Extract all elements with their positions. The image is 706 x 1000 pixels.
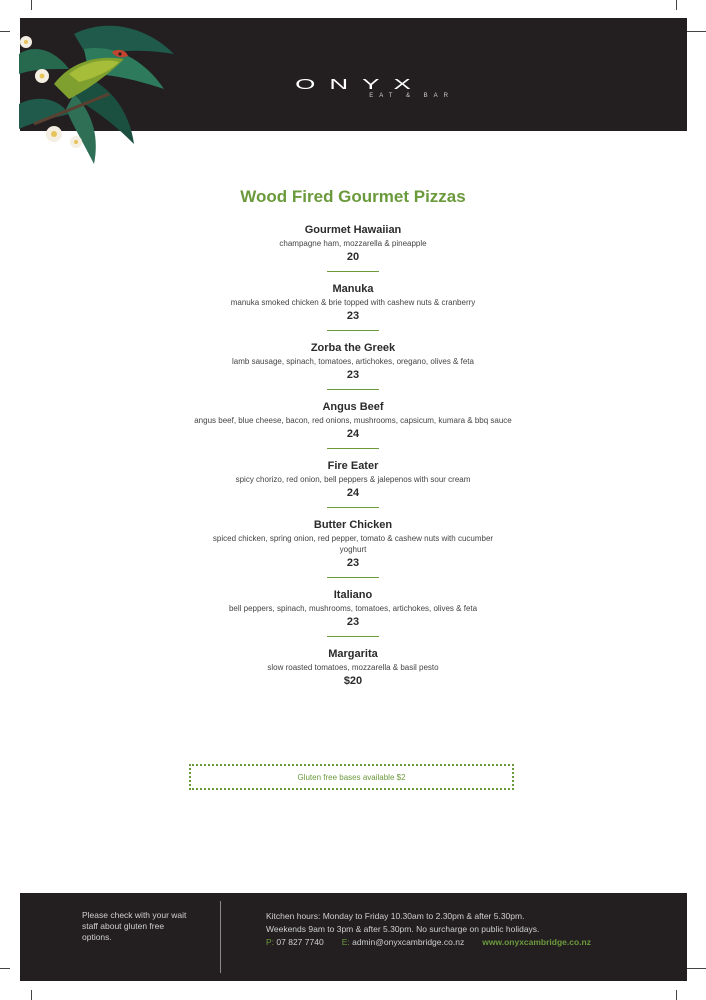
email-label: E:	[341, 937, 350, 947]
brand-tagline: EAT & BAR	[369, 93, 454, 99]
item-name: Manuka	[332, 283, 374, 295]
divider	[327, 507, 379, 508]
crop-mark	[31, 990, 32, 1000]
footer-note: Please check with your wait staff about gluten free options.	[82, 910, 187, 942]
item-description: manuka smoked chicken & brie topped with cashew nuts & cranberry	[230, 298, 476, 307]
crop-mark	[0, 968, 10, 969]
item-price: $20	[343, 675, 363, 687]
tropical-parrot-icon	[14, 14, 179, 170]
divider	[327, 389, 379, 390]
item-price: 23	[346, 557, 360, 569]
item-name: Angus Beef	[322, 401, 384, 413]
contact-row	[266, 936, 676, 949]
item-name: Margarita	[328, 648, 378, 660]
item-price: 23	[346, 616, 360, 628]
divider	[327, 330, 379, 331]
menu-item	[153, 459, 553, 501]
divider	[327, 448, 379, 449]
brand-name: ONYX	[295, 75, 425, 93]
crop-mark	[0, 31, 10, 32]
menu-item	[153, 647, 553, 689]
item-description: slow roasted tomatoes, mozzarella & basil pesto	[267, 663, 439, 672]
item-price: 23	[346, 310, 360, 322]
email-contact[interactable]	[342, 936, 465, 949]
footer-divider	[220, 901, 221, 973]
divider	[327, 636, 379, 637]
menu-item	[153, 400, 553, 442]
weekend-hours: Weekends 9am to 3pm & after 5.30pm. No surcharge on public holidays.	[266, 924, 540, 934]
item-description: angus beef, blue cheese, bacon, red onions, mushrooms, capsicum, kumara & bbq sauce	[194, 416, 512, 425]
brand-logo	[248, 71, 458, 99]
divider	[327, 271, 379, 272]
item-name: Fire Eater	[327, 460, 379, 472]
gluten-free-note: Gluten free bases available $2	[189, 764, 514, 790]
menu-item	[153, 588, 553, 630]
crop-mark	[31, 0, 32, 10]
kitchen-hours: Kitchen hours: Monday to Friday 10.30am to 2.30pm & after 5.30pm.	[266, 911, 525, 921]
divider	[327, 577, 379, 578]
item-price: 24	[346, 487, 360, 499]
item-description: bell peppers, spinach, mushrooms, tomatoes, artichokes, olives & feta	[228, 604, 478, 613]
crop-mark	[676, 0, 677, 10]
item-name: Zorba the Greek	[310, 342, 396, 354]
phone-number: 07 827 7740	[276, 937, 324, 947]
menu-item	[153, 282, 553, 324]
item-description: spicy chorizo, red onion, bell peppers & jalepenos with sour cream	[235, 475, 471, 484]
item-description: spiced chicken, spring onion, red pepper, tomato & cashew nuts with cucumber yoghurt	[212, 534, 494, 554]
crop-mark	[676, 990, 677, 1000]
item-name: Butter Chicken	[313, 519, 393, 531]
menu-item	[153, 223, 553, 265]
item-description: champagne ham, mozzarella & pineapple	[279, 239, 427, 248]
phone-label: P:	[266, 937, 275, 947]
item-name: Gourmet Hawaiian	[304, 224, 402, 236]
menu-list	[153, 223, 553, 689]
menu-item	[153, 341, 553, 383]
email-address: admin@onyxcambridge.co.nz	[352, 937, 465, 947]
item-price: 24	[346, 428, 360, 440]
footer-banner	[20, 893, 687, 981]
item-price: 20	[346, 251, 360, 263]
item-price: 23	[346, 369, 360, 381]
phone-contact[interactable]	[266, 936, 324, 949]
website-link[interactable]: www.onyxcambridge.co.nz	[482, 937, 591, 947]
footer-info	[266, 910, 676, 949]
crop-mark	[686, 968, 706, 969]
menu-item	[153, 518, 553, 571]
item-description: lamb sausage, spinach, tomatoes, artichokes, oregano, olives & feta	[232, 357, 474, 366]
menu-title: Wood Fired Gourmet Pizzas	[240, 187, 466, 206]
item-name: Italiano	[333, 589, 373, 601]
